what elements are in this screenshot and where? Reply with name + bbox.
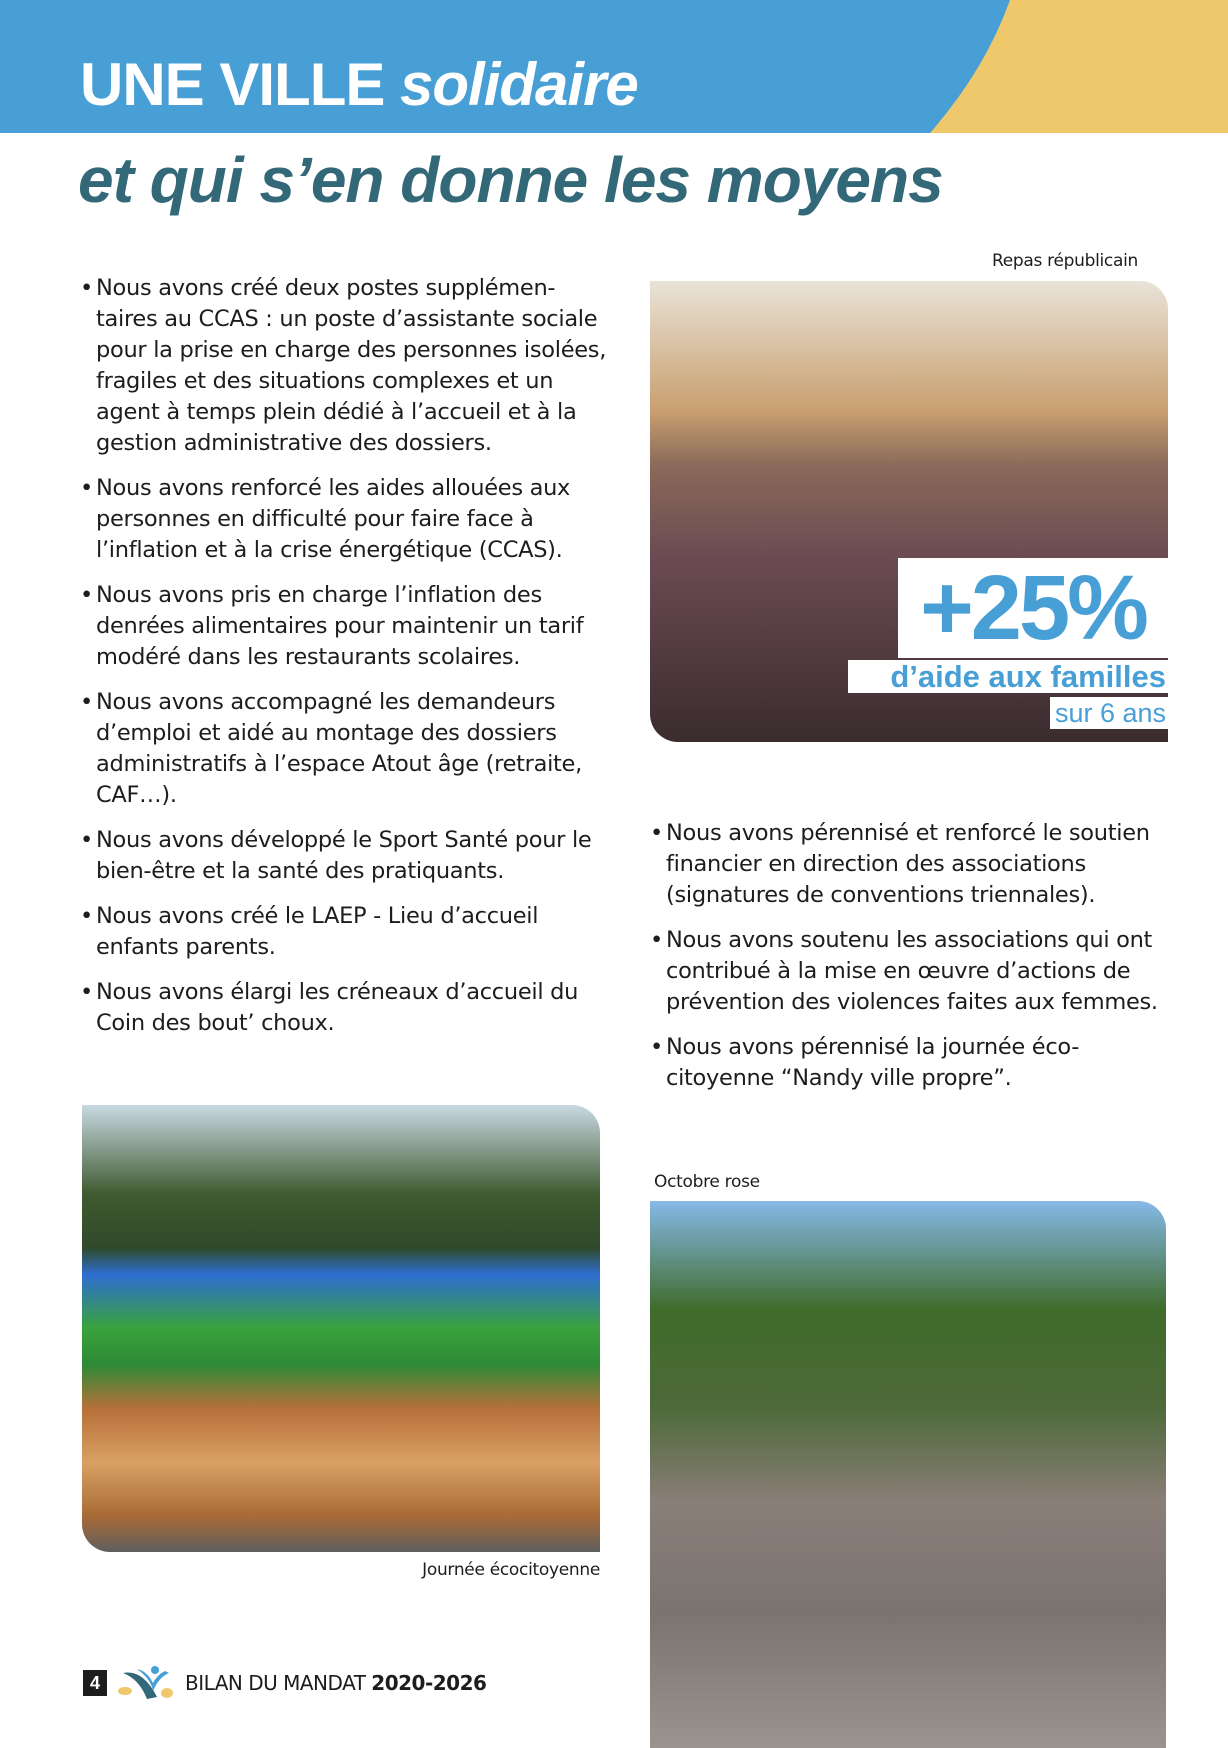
octobre-rose-photo bbox=[650, 1201, 1166, 1748]
list-item: • Nous avons accompagné les demandeurs d’emploi et aidé au montage des dossiers administratifs à l’espace Atout âge (retraite, CAF…). bbox=[80, 687, 610, 811]
left-bullet-list bbox=[80, 273, 610, 1053]
stat-label: d’aide aux familles bbox=[848, 660, 1168, 693]
octobre-caption: Octobre rose bbox=[654, 1172, 760, 1192]
page-title bbox=[80, 50, 638, 119]
journee-ecocitoyenne-photo bbox=[82, 1105, 600, 1552]
list-item: • Nous avons pérennisé la journée éco-citoyenne “Nandy ville propre”. bbox=[650, 1032, 1170, 1094]
repas-caption: Repas républicain bbox=[991, 251, 1138, 271]
list-item: • Nous avons élargi les créneaux d’accueil du Coin des bout’ choux. bbox=[80, 977, 610, 1039]
list-item: • Nous avons renforcé les aides allouées aux personnes en difficulté pour faire face à l’inflation et à la crise énergétique (CCAS). bbox=[80, 473, 610, 566]
journee-caption: Journée écocitoyenne bbox=[422, 1560, 600, 1580]
list-item: • Nous avons pris en charge l’inflation des denrées alimentaires pour maintenir un tarif modéré dans les restaurants scolaires. bbox=[80, 580, 610, 673]
footer-label: BILAN DU MANDAT bbox=[185, 1671, 366, 1695]
page-number: 4 bbox=[83, 1670, 107, 1696]
footer-text bbox=[185, 1671, 486, 1695]
stat-value: +25% bbox=[898, 558, 1168, 658]
stat-sub: sur 6 ans bbox=[1050, 697, 1168, 729]
list-item: • Nous avons développé le Sport Santé pour le bien-être et la santé des pratiquants. bbox=[80, 825, 610, 887]
footer bbox=[83, 1665, 486, 1701]
list-item: • Nous avons pérennisé et renforcé le soutien financier en direction des associations (signatures de conventions triennales). bbox=[650, 818, 1170, 911]
list-item: • Nous avons créé deux postes supplémen-taires au CCAS : un poste d’assistante sociale pour la prise en charge des personnes isolées, fragiles et des situations complexes et un agent à temps plein dédié à l’accueil et à la gestion administrative des dossiers. bbox=[80, 273, 610, 459]
footer-years: 2020-2026 bbox=[371, 1671, 487, 1695]
title-italic: solidaire bbox=[400, 51, 638, 118]
right-bullet-list bbox=[650, 818, 1170, 1108]
list-item: • Nous avons soutenu les associations qui ont contribué à la mise en œuvre d’actions de prévention des violences faites aux femmes. bbox=[650, 925, 1170, 1018]
list-item: • Nous avons créé le LAEP - Lieu d’accueil enfants parents. bbox=[80, 901, 610, 963]
title-bold: UNE VILLE bbox=[80, 51, 385, 118]
page-subtitle: et qui s’en donne les moyens bbox=[78, 144, 943, 216]
city-logo-icon bbox=[117, 1665, 175, 1701]
